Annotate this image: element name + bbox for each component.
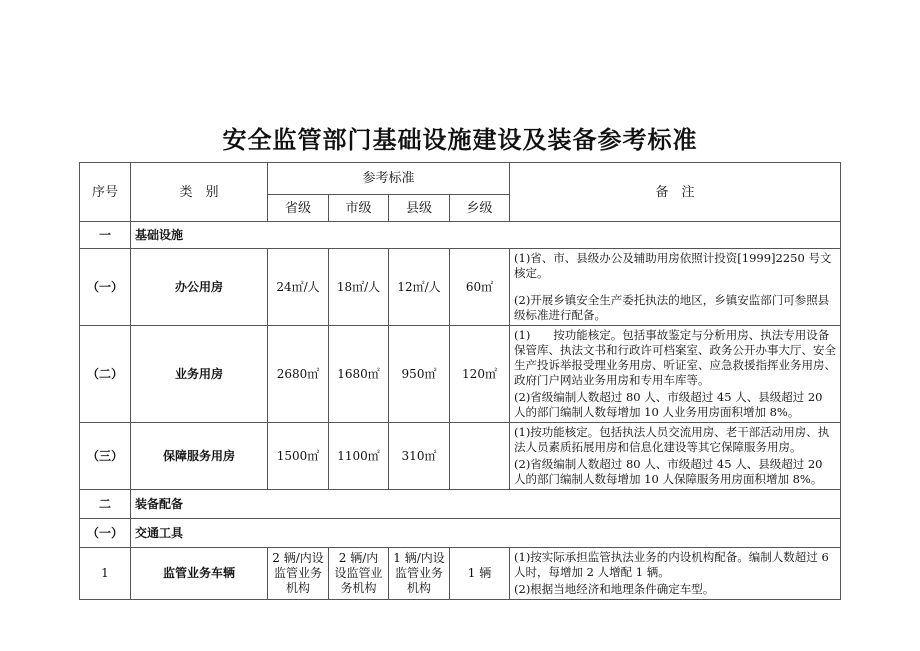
row-town-value: 60㎡: [450, 249, 510, 326]
header-level-city: 市级: [329, 195, 389, 222]
row-remarks: [510, 249, 841, 326]
row-category: 办公用房: [131, 249, 268, 326]
row-city-value: 18㎡/人: [329, 249, 389, 326]
row-remarks: [510, 423, 841, 490]
row-county-value: 310㎡: [389, 423, 450, 490]
row-town-value: 1 辆: [450, 548, 510, 600]
section-seq: 一: [80, 222, 131, 249]
section-seq: 二: [80, 490, 131, 519]
header-row: [80, 163, 841, 195]
header-level-county: 县级: [389, 195, 450, 222]
row-county-value: 12㎡/人: [389, 249, 450, 326]
section-row: [80, 490, 841, 519]
remark-line: (1)按功能核定。包括执法人员交流用房、老干部活动用房、执法人员素质拓展用房和信息化建设等其它保障服务用房。: [514, 425, 830, 454]
row-category: 业务用房: [131, 326, 268, 423]
row-seq: 1: [80, 548, 131, 600]
row-province-value: 2 辆/内设监管业务机构: [268, 548, 329, 600]
remark-line: (2)开展乡镇安全生产委托执法的地区，乡镇安监部门可参照县级标准进行配备。: [514, 293, 830, 322]
header-ref-standard: 参考标准: [268, 163, 510, 195]
remark-line: (1) 按功能核定。包括事故鉴定与分析用房、执法专用设备保管库、执法文书和行政许可档案室、政务公开办事大厅、安全生产投诉举报受理业务用房、听证室、应急救援指挥业务用房、政府门户网站业务用房和专用车库等。: [514, 328, 837, 387]
section-label: 基础设施: [131, 222, 841, 249]
standards-table: [79, 162, 841, 600]
row-county-value: 950㎡: [389, 326, 450, 423]
table-row: [80, 249, 841, 326]
section-label: 装备配备: [131, 490, 841, 519]
row-province-value: 1500㎡: [268, 423, 329, 490]
row-town-value: 120㎡: [450, 326, 510, 423]
subsection-seq: （一）: [80, 519, 131, 548]
row-county-value: 1 辆/内设监管业务机构: [389, 548, 450, 600]
header-remarks: 备 注: [510, 163, 841, 222]
subsection-label: 交通工具: [131, 519, 841, 548]
row-remarks: [510, 548, 841, 600]
header-category: 类 别: [131, 163, 268, 222]
table-row: [80, 548, 841, 600]
table-row: [80, 423, 841, 490]
document-title: 安全监管部门基础设施建设及装备参考标准: [222, 125, 698, 154]
remark-line: (1)省、市、县级办公及辅助用房依照计投资[1999]2250 号文核定。: [514, 251, 832, 280]
row-province-value: 24㎡/人: [268, 249, 329, 326]
row-city-value: 2 辆/内设监管业务机构: [329, 548, 389, 600]
row-category: 保障服务用房: [131, 423, 268, 490]
remark-line: (2)省级编制人数超过 80 人、市级超过 45 人、县级超过 20 人的部门编制人数每增加 10 人保障服务用房面积增加 8%。: [514, 457, 823, 486]
remark-line: (2)省级编制人数超过 80 人、市级超过 45 人、县级超过 20 人的部门编制人数每增加 10 人业务用房面积增加 8%。: [514, 390, 823, 419]
row-remarks: [510, 326, 841, 423]
table-row: [80, 326, 841, 423]
remark-line: (1)按实际承担监管执法业务的内设机构配备。编制人数超过 6 人时，每增加 2 人增配 1 辆。: [514, 550, 829, 579]
row-town-value: [450, 423, 510, 490]
row-city-value: 1680㎡: [329, 326, 389, 423]
row-seq: （二）: [80, 326, 131, 423]
section-row: [80, 222, 841, 249]
header-seq: 序号: [80, 163, 131, 222]
row-city-value: 1100㎡: [329, 423, 389, 490]
row-province-value: 2680㎡: [268, 326, 329, 423]
subsection-row: [80, 519, 841, 548]
header-level-town: 乡级: [450, 195, 510, 222]
row-seq: （一）: [80, 249, 131, 326]
header-level-province: 省级: [268, 195, 329, 222]
row-seq: （三）: [80, 423, 131, 490]
remark-line: (2)根据当地经济和地理条件确定车型。: [514, 582, 715, 596]
row-category: 监管业务车辆: [131, 548, 268, 600]
